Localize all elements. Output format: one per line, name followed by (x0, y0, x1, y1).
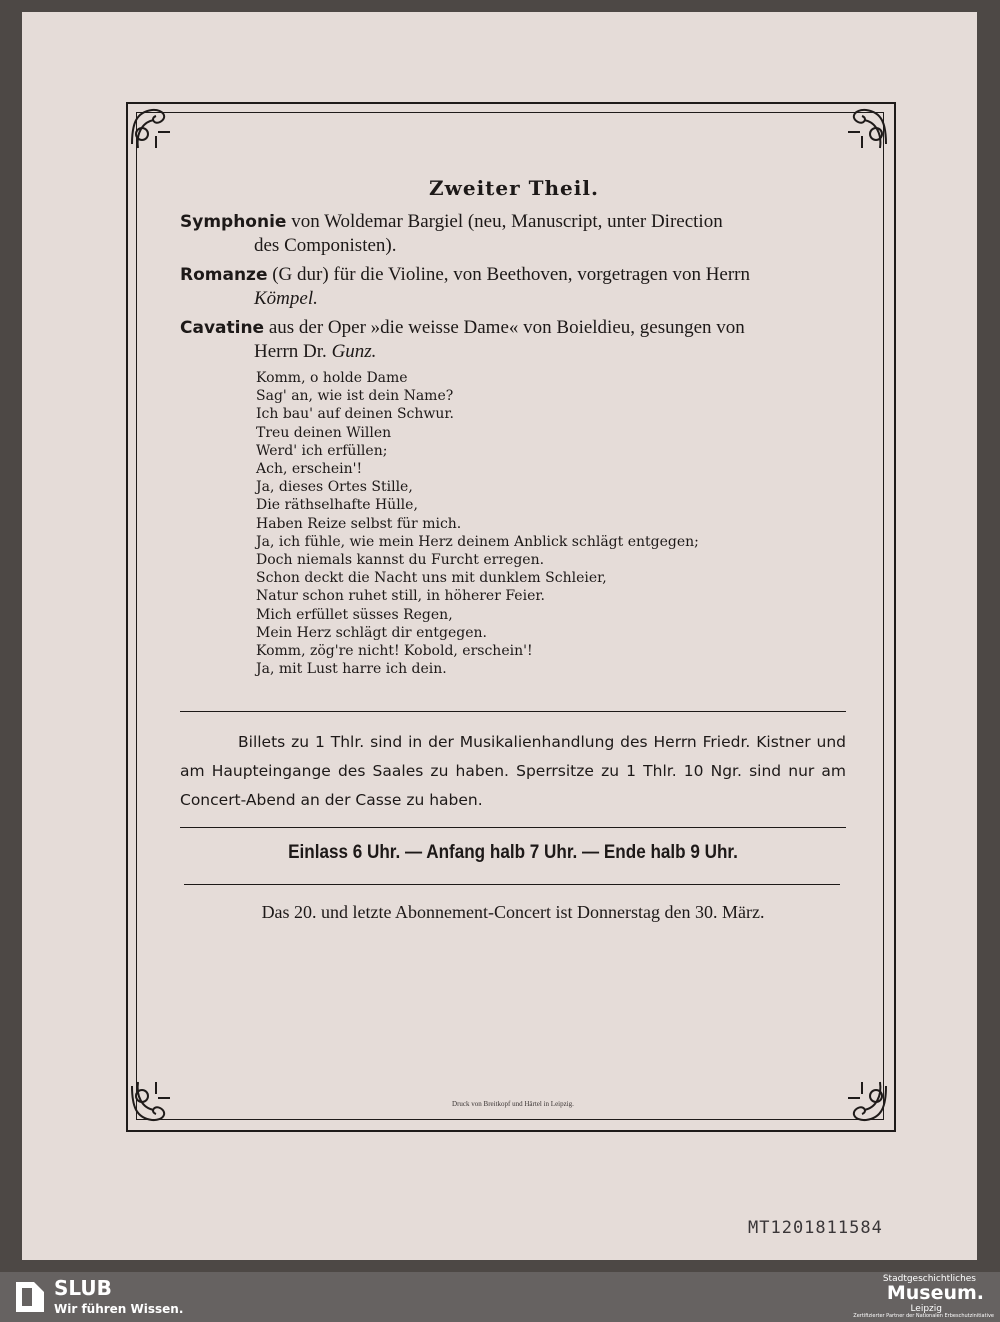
corner-ornament-top-left (128, 104, 174, 150)
program-title: Zweiter Theil. (429, 176, 599, 200)
program-entry-cavatine (180, 316, 848, 363)
lyric-line: Mein Herz schlägt dir entgegen. (256, 624, 487, 641)
entry-text: (G dur) für die Violine, von Beethoven, vorgetragen von Herrn (272, 264, 751, 285)
entry-text: aus der Oper »die weisse Dame« von Boieldieu, gesungen von (268, 317, 745, 338)
performer-name: Gunz. (331, 341, 377, 362)
corner-ornament-bottom-right (844, 1080, 890, 1126)
shelfmark-stamp: MT1201811584 (748, 1218, 883, 1238)
divider-rule (180, 711, 846, 712)
printer-imprint: Druck von Breitkopf und Härtel in Leipzig. (452, 1100, 574, 1108)
slub-tagline: Wir führen Wissen. (54, 1302, 184, 1316)
museum-label-top: Stadtgeschichtliches (882, 1274, 976, 1284)
lyric-line: Ich bau' auf deinen Schwur. (256, 406, 455, 423)
museum-name: Museum. (886, 1282, 984, 1304)
entry-continuation: des Componisten). (254, 235, 397, 256)
divider-rule (184, 884, 840, 885)
lyric-line: Treu deinen Willen (256, 424, 392, 441)
program-entry-romanze (180, 263, 848, 310)
lyrics-block (256, 369, 848, 678)
lyric-line: Ach, erschein'! (256, 461, 363, 478)
lyric-line: Sag' an, wie ist dein Name? (256, 388, 454, 405)
lyric-line: Mich erfüllet süsses Regen, (256, 606, 453, 623)
slub-name: SLUB (54, 1276, 112, 1300)
corner-ornament-bottom-left (128, 1080, 174, 1126)
performer-prefix: Herrn Dr. (254, 341, 332, 362)
slub-logo-icon (12, 1278, 48, 1316)
entry-text: von Woldemar Bargiel (neu, Manuscript, unter Direction (291, 211, 723, 232)
lyric-line: Die räthselhafte Hülle, (256, 497, 418, 514)
concert-times: Einlass 6 Uhr. — Anfang halb 7 Uhr. — Ende halb 9 Uhr. (288, 842, 738, 863)
museum-city: Leipzig (910, 1304, 942, 1314)
divider-rule (180, 827, 846, 828)
lyric-line: Ja, mit Lust harre ich dein. (256, 661, 447, 678)
lyric-line: Schon deckt die Nacht uns mit dunklem Schleier, (256, 570, 607, 587)
ticket-info (180, 728, 846, 815)
lyric-line: Komm, zög're nicht! Kobold, erschein'! (256, 643, 533, 660)
lyric-line: Doch niemals kannst du Furcht erregen. (256, 552, 545, 569)
lyric-line: Natur schon ruhet still, in höherer Feier. (256, 588, 545, 605)
entry-continuation: Kömpel. (254, 288, 318, 309)
lyric-line: Haben Reize selbst für mich. (256, 515, 462, 532)
lyric-line: Komm, o holde Dame (256, 370, 408, 386)
entry-continuation (180, 340, 848, 363)
lyric-line: Werd' ich erfüllen; (256, 442, 388, 459)
program-content (180, 172, 848, 678)
next-concert-notice: Das 20. und letzte Abonnement-Concert ist Donnerstag den 30. März. (261, 902, 765, 922)
entry-label: Cavatine (180, 318, 265, 338)
lyric-line: Ja, dieses Ortes Stille, (256, 479, 413, 496)
corner-ornament-top-right (844, 104, 890, 150)
museum-note: Zertifizierter Partner der Nationalen Erbeschutzinitiative (853, 1313, 994, 1319)
entry-label: Romanze (180, 265, 268, 285)
lyric-line: Ja, ich fühle, wie mein Herz deinem Anblick schlägt entgegen; (256, 533, 699, 550)
entry-label: Symphonie (180, 212, 287, 232)
program-entry-symphonie (180, 210, 848, 257)
ticket-info-text: Billets zu 1 Thlr. sind in der Musikalienhandlung des Herrn Friedr. Kistner und am Haupteingange des Saales zu haben. Sperrsitze zu 1 Thlr. 10 Ngr. sind nur am Concert-Abend an der Casse zu haben. (180, 733, 846, 809)
